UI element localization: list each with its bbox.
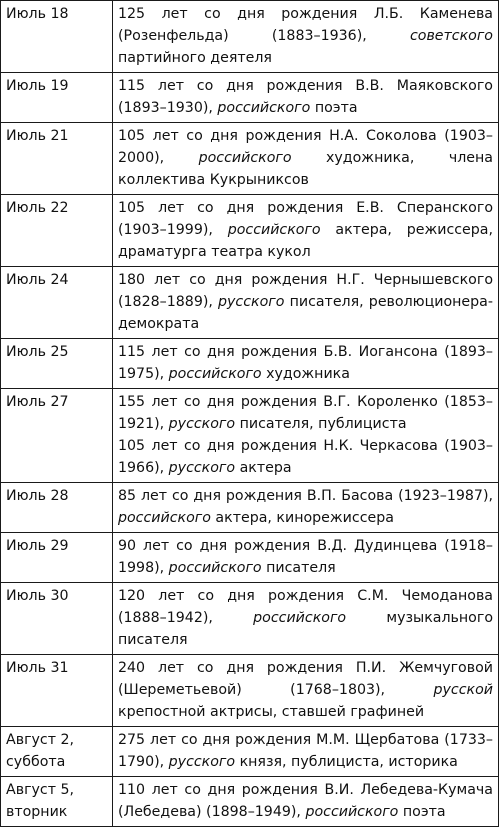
entry-text: 155 лет со дня рождения В.Г. Короленко (1853–1921), (118, 394, 493, 432)
description-cell (113, 777, 499, 827)
date-text: суббота (6, 754, 66, 770)
table-body (1, 1, 499, 827)
anniversary-entry (118, 585, 493, 651)
entry-text: поэта (310, 100, 358, 116)
date-cell (1, 267, 113, 339)
date-cell (1, 583, 113, 655)
entry-text: поэта (398, 804, 446, 820)
entry-text: художника (261, 366, 350, 382)
date-text: вторник (6, 804, 68, 820)
anniversary-entry (118, 485, 493, 529)
nationality-text: российского (168, 366, 262, 382)
date-cell (1, 389, 113, 483)
entry-text: 85 лет со дня рождения В.П. Басова (1923–1987), (118, 488, 493, 504)
table-row (1, 1, 499, 73)
date-cell (1, 777, 113, 827)
anniversary-entry (118, 341, 493, 385)
nationality-text: российского (305, 804, 399, 820)
date-cell (1, 73, 113, 123)
date-text: Июль 22 (6, 200, 69, 216)
description-cell (113, 339, 499, 389)
entry-text: 115 лет со дня рождения В.В. Маяковского (1893–1930), (118, 78, 493, 116)
table-row (1, 123, 499, 195)
nationality-text: российского (168, 560, 262, 576)
anniversary-entry (118, 435, 493, 479)
entry-text: 180 лет со дня рождения Н.Г. Чернышевского (1828–1889), (118, 272, 493, 310)
entry-text: писателя, публициста (235, 416, 407, 432)
entry-text: 105 лет со дня рождения Е.В. Сперанского (1903–1999), (118, 200, 493, 238)
description-cell (113, 483, 499, 533)
nationality-text: российского (227, 222, 321, 238)
table-row (1, 583, 499, 655)
entry-text: 90 лет со дня рождения В.Д. Дудинцева (1918–1998), (118, 538, 493, 576)
entry-text: писателя (261, 560, 336, 576)
date-cell (1, 1, 113, 73)
description-cell (113, 655, 499, 727)
entry-text: актера, режиссера, драматурга театра кукол (118, 222, 493, 260)
date-cell (1, 339, 113, 389)
entry-text: 125 лет со дня рождения Л.Б. Каменева (Розенфельда) (1883–1936), (118, 6, 493, 44)
date-cell (1, 727, 113, 777)
entry-text: писателя, революционера-демократа (118, 294, 493, 332)
date-cell (1, 483, 113, 533)
date-cell (1, 655, 113, 727)
table-row (1, 267, 499, 339)
description-cell (113, 123, 499, 195)
date-text: Июль 29 (6, 538, 69, 554)
entry-text: 105 лет со дня рождения Н.А. Соколова (1903–2000), (118, 128, 493, 166)
description-cell (113, 1, 499, 73)
table-row (1, 339, 499, 389)
description-cell (113, 195, 499, 267)
date-text: Август 2, (6, 732, 75, 748)
nationality-text: российского (198, 150, 292, 166)
table-row (1, 73, 499, 123)
nationality-text: русского (218, 294, 285, 310)
date-text: Июль 25 (6, 344, 69, 360)
description-cell (113, 533, 499, 583)
table-row (1, 389, 499, 483)
nationality-text: советского (409, 28, 493, 44)
date-text: Июль 21 (6, 128, 69, 144)
entry-text: художника, члена коллектива Кукрыниксов (118, 150, 493, 188)
entry-text: 110 лет со дня рождения В.И. Лебедева-Кумача (Лебедева) (1898–1949), (118, 782, 493, 820)
entry-text: 105 лет со дня рождения Н.К. Черкасова (1903–1966), (118, 438, 493, 476)
date-cell (1, 123, 113, 195)
table-row (1, 483, 499, 533)
entry-text: актера (235, 460, 292, 476)
nationality-text: русского (168, 416, 236, 432)
anniversary-entry (118, 729, 493, 773)
nationality-text: российского (253, 610, 347, 626)
nationality-text: русского (168, 460, 236, 476)
entry-text: 115 лет со дня рождения Б.В. Иогансона (1893–1975), (118, 344, 493, 382)
description-cell (113, 389, 499, 483)
table-row (1, 195, 499, 267)
anniversary-entry (118, 3, 493, 69)
date-text: Июль 18 (6, 6, 69, 22)
entry-text: 275 лет со дня рождения М.М. Щербатова (1733–1790), (118, 732, 493, 770)
nationality-text: российского (217, 100, 311, 116)
entry-text: крепостной актрисы, ставшей графиней (118, 704, 425, 720)
table-row (1, 533, 499, 583)
table-row (1, 655, 499, 727)
description-cell (113, 583, 499, 655)
anniversary-entry (118, 391, 493, 435)
entry-text: актера, кинорежиссера (210, 510, 394, 526)
anniversary-entry (118, 657, 493, 723)
anniversary-entry (118, 535, 493, 579)
date-text: Июль 30 (6, 588, 69, 604)
date-text: Июль 19 (6, 78, 69, 94)
entry-text: князя, публициста, историка (235, 754, 458, 770)
date-text: Июль 31 (6, 660, 69, 676)
entry-text: 240 лет со дня рождения П.И. Жемчуговой (Шереметьевой) (1768–1803), (118, 660, 493, 698)
anniversary-entry (118, 779, 493, 823)
anniversary-entry (118, 269, 493, 335)
date-text: Август 5, (6, 782, 75, 798)
table-row (1, 727, 499, 777)
table-row (1, 777, 499, 827)
entry-text: партийного деятеля (118, 50, 272, 66)
nationality-text: российского (118, 510, 211, 526)
entry-text: музыкального писателя (118, 610, 493, 648)
entry-text: 120 лет со дня рождения С.М. Чемоданова (1888–1942), (118, 588, 493, 626)
date-text: Июль 24 (6, 272, 69, 288)
description-cell (113, 267, 499, 339)
date-text: Июль 27 (6, 394, 69, 410)
anniversary-entry (118, 125, 493, 191)
nationality-text: русской (433, 682, 493, 698)
date-cell (1, 195, 113, 267)
nationality-text: русского (168, 754, 236, 770)
description-cell (113, 73, 499, 123)
date-cell (1, 533, 113, 583)
anniversary-entry (118, 75, 493, 119)
description-cell (113, 727, 499, 777)
date-text: Июль 28 (6, 488, 69, 504)
anniversary-entry (118, 197, 493, 263)
